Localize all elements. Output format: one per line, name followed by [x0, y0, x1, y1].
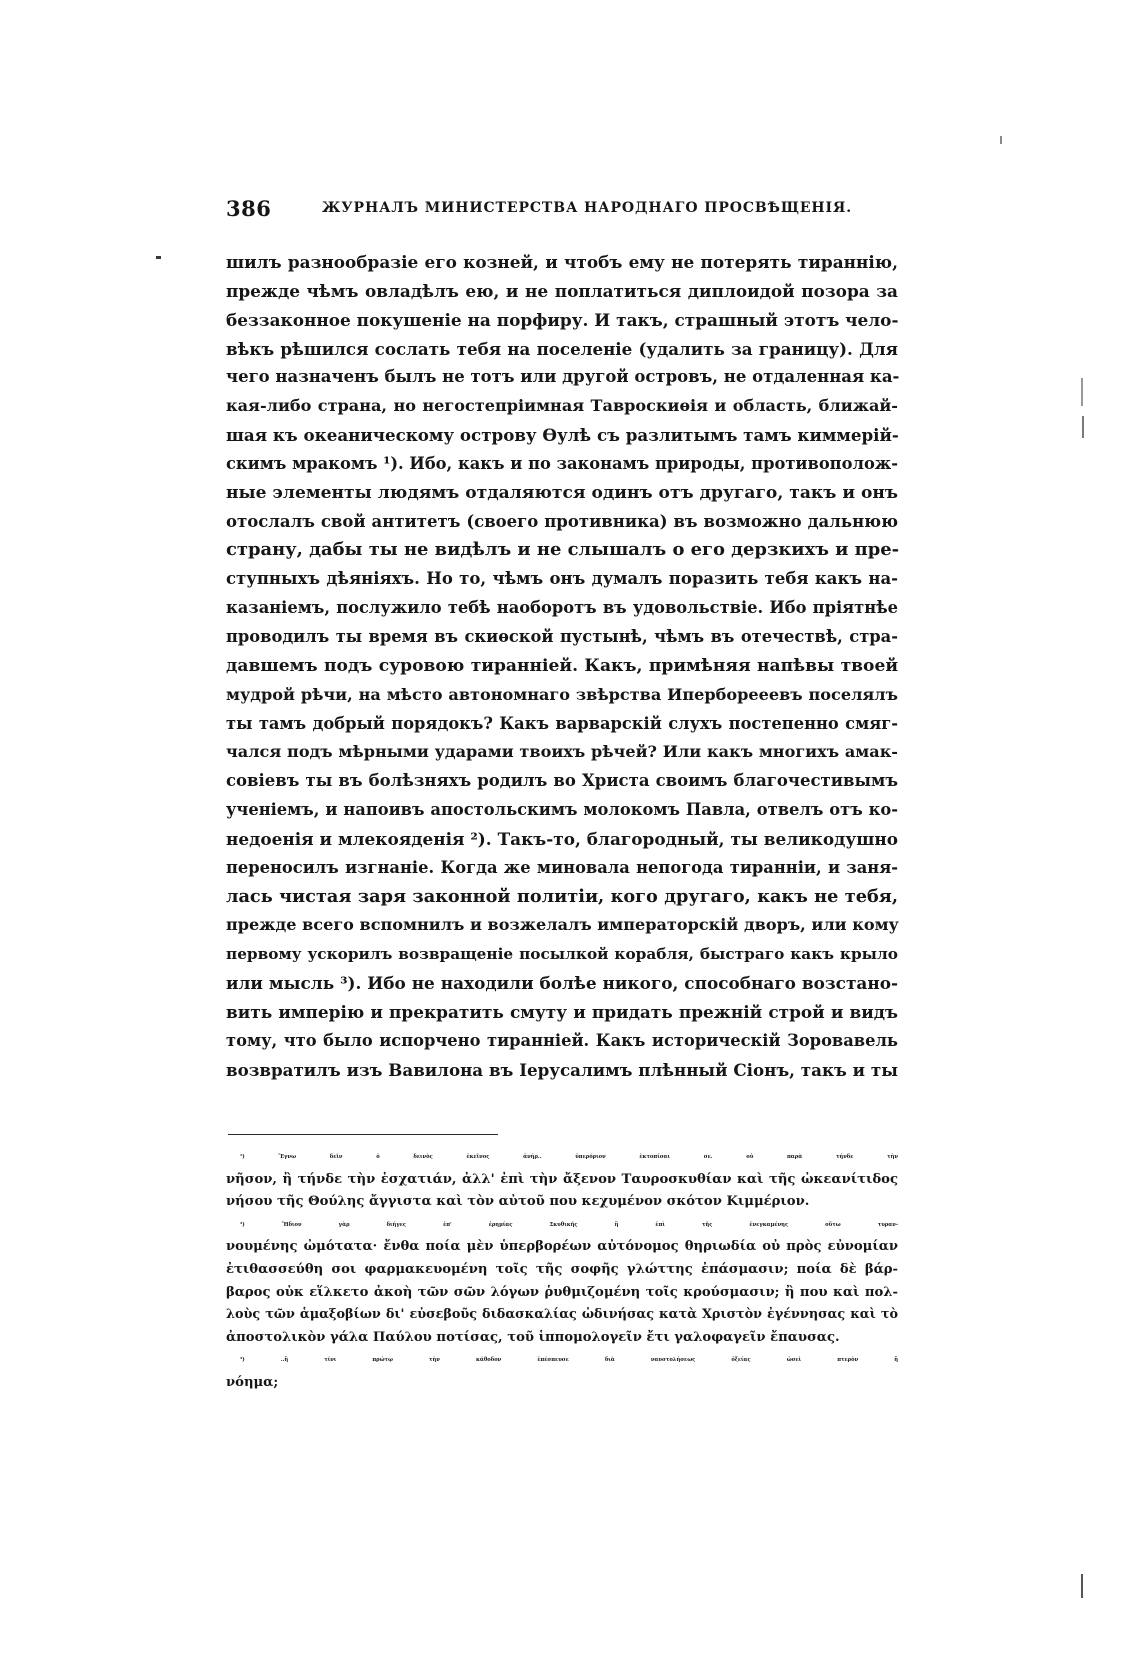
body-line: проводилъ ты время въ скиѳской пустынѣ, чѣмъ въ отечествѣ, стра-	[226, 626, 898, 646]
body-line: возвратилъ изъ Вавилона въ Іерусалимъ плѣнный Сіонъ, такъ и ты	[226, 1059, 898, 1080]
footnote-line: νουμένης ὠμότατα· ἔνθα ποία μὲν ὑπερβορέων αὐτόνομος θηριωδία οὐ πρὸς εὐνομίαν	[226, 1239, 898, 1255]
body-line: казаніемъ, послужило тебѣ наоборотъ въ удовольствіе. Ибо пріятнѣе	[226, 598, 898, 618]
body-line: прежде чѣмъ овладѣлъ ею, и не поплатиться диплоидой позора за	[226, 280, 898, 301]
body-line: ученіемъ, и напоивъ апостольскимъ молокомъ Павла, отвелъ отъ ко-	[226, 800, 898, 820]
body-line: чался подъ мѣрными ударами твоихъ рѣчей? Или какъ многихъ амак-	[226, 742, 898, 762]
body-line: мудрой рѣчи, на мѣсто автономнаго звѣрства Иперборееевъ поселялъ	[226, 684, 898, 704]
footnote-line: νήσου τῆς Θούλης ἄγγιστα καὶ τὸν αὐτοῦ που κεχυμένον σκότον Κιμμέριον.	[226, 1194, 810, 1210]
body-line: ные элементы людямъ отдаляются одинъ отъ другаго, такъ и онъ	[226, 482, 898, 503]
body-line: беззаконное покушеніе на порфиру. И такъ, страшный этотъ чело-	[226, 309, 899, 330]
footnote-divider	[228, 1134, 498, 1135]
body-line: чего назначенъ былъ не тотъ или другой островъ, не отдаленная ка-	[226, 367, 900, 387]
body-text	[226, 248, 898, 1084]
body-line: шилъ разнообразіе его козней, и чтобъ ему не потерять тираннію,	[226, 252, 898, 272]
body-line: первому ускорилъ возвращеніе посылкой корабля, быстраго какъ крыло	[226, 945, 898, 964]
body-line: страну, дабы ты не видѣлъ и не слышалъ о его дерзкихъ и пре-	[226, 539, 900, 561]
body-line: совіевъ ты въ болѣзняхъ родилъ во Христа своимъ благочестивымъ	[226, 771, 898, 791]
body-line: скимъ мракомъ ¹). Ибо, какъ и по законамъ природы, противополож-	[226, 453, 898, 473]
scan-edge-mark	[1081, 1574, 1083, 1598]
footnote-line: νῆσον, ἢ τήνδε τὴν ἐσχατιάν, ἀλλ' ἐπὶ τὴν ἄξενον Ταυροσκυθίαν καὶ τῆς ὠκεανίτιδος	[226, 1171, 898, 1187]
body-line: ты тамъ добрый порядокъ? Какъ варварскій слухъ постепенно смяг-	[226, 713, 898, 733]
body-line: или мысль ³). Ибо не находили болѣе никого, способнаго возстано-	[226, 973, 898, 994]
footnote-line: ¹) Ἔγνω δεῖν ὁ δεινὸς ἐκεῖνος ἀνήρ.. ὑπερόριον ἐκτοπίσαι σε. οὐ παρὰ τήνδε τὴν	[240, 1154, 898, 1160]
body-line: переносилъ изгнаніе. Когда же миновала непогода тиранніи, и заня-	[226, 857, 898, 877]
scan-dash-mark	[156, 256, 161, 259]
journal-title: ЖУРНАЛЪ МИНИСТЕРСТВА НАРОДНАГО ПРОСВѢЩЕНІЯ.	[322, 200, 853, 216]
footnote-line: λοὺς τῶν ἁμαξοβίων δι' εὐσεβοῦς διδασκαλίας ὠδινήσας κατὰ Χριστὸν ἐγέννησας καὶ τὸ	[226, 1307, 898, 1323]
body-line: кая-либо страна, но негостепріимная Тавроскиѳія и область, ближай-	[226, 396, 898, 416]
footnote-line: βαρος οὐκ εἵλκετο ἀκοὴ τῶν σῶν λόγων ῥυθμιζομένη τοῖς κρούσμασιν; ἢ που καὶ πολ-	[226, 1284, 898, 1300]
footnote-line: ἐτιθασσεύθη σοι φαρμακευομένη τοῖς τῆς σοφῆς γλώττης ἐπάσμασιν; ποία δὲ βάρ-	[226, 1261, 898, 1277]
footnote-line: ἀποστολικὸν γάλα Παύλου ποτίσας, τοῦ ἱππομολογεῖν ἔτι γαλοφαγεῖν ἔπαυσας.	[226, 1329, 840, 1345]
body-line: отослалъ свой антитетъ (своего противника) въ возможно дальнюю	[226, 511, 898, 531]
footnote-line: ³) ..ἢ τίνι πρώτῳ τὴν κάθοδον ἐπέσπευσε διὰ ναυστολήσεως ὀξείας ὡσεὶ πτερὸν ἢ	[240, 1357, 898, 1364]
footnote-line: νόημα;	[226, 1374, 279, 1390]
scan-tick-mark	[1000, 136, 1002, 144]
page-number: 386	[226, 196, 272, 221]
footnote-line: ²) Ἥδιον γὰρ διήγες ἐπ' ἐρημίας Σκυθικῆς ἢ ἐπὶ τῆς ἐνεγκαμένης οὕτω τυραν-	[240, 1221, 898, 1228]
scan-edge-mark	[1081, 378, 1083, 406]
running-head	[226, 196, 896, 226]
body-line: прежде всего вспомнилъ и возжелалъ императорскій дворъ, или кому	[226, 915, 899, 935]
body-line: давшемъ подъ суровою тиранніей. Какъ, примѣняя напѣвы твоей	[226, 655, 898, 676]
body-line: ступныхъ дѣяніяхъ. Но то, чѣмъ онъ думалъ поразить тебя какъ на-	[226, 569, 898, 589]
body-line: недоенія и млекояденія ²). Такъ-то, благородный, ты великодушно	[226, 828, 898, 849]
body-line: тому, что было испорчено тиранніей. Какъ историческій Зоровавель	[226, 1030, 898, 1050]
body-line: шая къ океаническому острову Ѳулѣ съ разлитымъ тамъ киммерій-	[226, 425, 899, 446]
footnotes	[226, 1146, 898, 1395]
body-line: вѣкъ рѣшился сослать тебя на поселеніе (удалить за границу). Для	[226, 338, 898, 359]
body-line: вить имперію и прекратить смуту и придать прежній строй и видъ	[226, 1001, 898, 1022]
body-line: лась чистая заря законной политіи, кого другаго, какъ не тебя,	[226, 885, 898, 907]
scan-edge-mark	[1082, 416, 1084, 438]
